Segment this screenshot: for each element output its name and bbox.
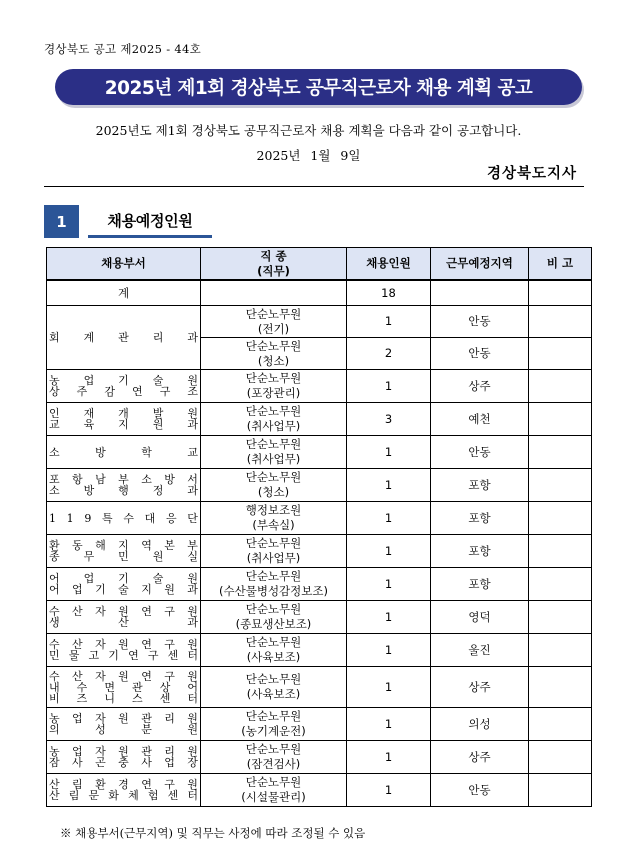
cell-job (201, 634, 347, 667)
cell-remark (529, 634, 592, 667)
cell-region: 상주 (431, 741, 529, 774)
cell-region: 안동 (431, 436, 529, 469)
cell-remark (529, 306, 592, 338)
job-duty: (잠견검사) (246, 757, 301, 771)
cell-job (201, 370, 347, 403)
table-row (47, 667, 592, 708)
cell-count: 1 (347, 469, 431, 502)
dept-line: 상 주 감 연 구 조 (49, 385, 198, 398)
intro-text: 2025년도 제1회 경상북도 공무직근로자 채용 계획을 다음과 같이 공고합니다. (95, 123, 522, 138)
job-title: 단순노무원 (245, 306, 302, 321)
cell-region: 영덕 (431, 601, 529, 634)
cell-job (201, 403, 347, 436)
cell-count: 1 (347, 502, 431, 535)
cell-region: 안동 (431, 338, 529, 370)
cell-region: 안동 (431, 774, 529, 807)
title-banner (55, 69, 582, 105)
job-title: 단순노무원 (245, 470, 302, 484)
cell-count: 1 (347, 601, 431, 634)
cell-region: 포항 (431, 502, 529, 535)
cell-remark (529, 774, 592, 807)
cell-count: 2 (347, 338, 431, 370)
cell-remark (529, 436, 592, 469)
job-title: 단순노무원 (245, 602, 302, 616)
dept-line: 산 림 환 경 연 구 원 (49, 778, 198, 791)
job-title: 단순노무원 (245, 404, 302, 418)
cell-dept (47, 667, 201, 708)
job-title: 단순노무원 (245, 709, 302, 723)
total-remark-empty (529, 280, 592, 306)
job-duty: (전기) (257, 321, 290, 336)
job-duty: (청소) (257, 485, 290, 499)
cell-job (201, 667, 347, 708)
cell-region: 포항 (431, 568, 529, 601)
job-duty: (포장관리) (246, 386, 301, 400)
job-duty: (사육보조) (246, 687, 301, 701)
cell-region: 의성 (431, 708, 529, 741)
dept-line: 비 즈 니 스 센 터 (49, 691, 198, 705)
cell-count: 1 (347, 634, 431, 667)
cell-region: 상주 (431, 370, 529, 403)
table-row (47, 436, 592, 469)
cell-remark (529, 338, 592, 370)
table-row (47, 370, 592, 403)
dept-line: 종 무 민 원 실 (49, 550, 198, 563)
cell-job (201, 502, 347, 535)
total-job-empty (201, 280, 347, 306)
job-title: 단순노무원 (245, 338, 302, 353)
cell-region: 상주 (431, 667, 529, 708)
total-label: 계 (47, 280, 201, 306)
job-duty: (종묘생산보조) (235, 617, 312, 631)
header-job-line1: 직 종 (260, 248, 287, 263)
cell-job (201, 741, 347, 774)
job-duty: (수산물병성감정보조) (219, 584, 328, 598)
cell-dept (47, 634, 201, 667)
cell-region: 포항 (431, 535, 529, 568)
cell-remark (529, 469, 592, 502)
table-row (47, 403, 592, 436)
cell-dept (47, 306, 201, 370)
cell-count: 1 (347, 436, 431, 469)
cell-region: 포항 (431, 469, 529, 502)
section-number-badge: 1 (44, 205, 79, 238)
dept-line: 소 방 학 교 (49, 445, 198, 459)
dept-line: 수 산 자 원 연 구 원 (49, 669, 198, 683)
cell-remark (529, 403, 592, 436)
total-row (47, 280, 592, 306)
dept-line: 의 성 분 원 (49, 723, 198, 736)
table-row (47, 306, 592, 338)
table-row (47, 568, 592, 601)
table-row (47, 708, 592, 741)
dept-line: 어 업 기 술 원 (49, 572, 198, 585)
total-count: 18 (347, 280, 431, 306)
table-row (47, 601, 592, 634)
dept-line: 민 물 고 기 연 구 센 터 (49, 649, 198, 662)
dept-line: 산 림 문 화 체 험 센 터 (49, 789, 198, 802)
cell-dept (47, 436, 201, 469)
cell-job (201, 436, 347, 469)
dept-line: 1 1 9 특 수 대 응 단 (49, 511, 198, 525)
job-title: 단순노무원 (245, 371, 302, 385)
document-title: 2025년 제1회 경상북도 공무직근로자 채용 계획 공고 (104, 78, 533, 99)
cell-region: 안동 (431, 306, 529, 338)
cell-dept (47, 741, 201, 774)
dept-line: 어 업 기 술 지 원 과 (49, 583, 198, 596)
cell-dept (47, 502, 201, 535)
cell-job (201, 708, 347, 741)
cell-count: 1 (347, 774, 431, 807)
job-duty: (청소) (257, 353, 290, 368)
cell-region: 울진 (431, 634, 529, 667)
cell-job (201, 469, 347, 502)
job-duty: (농기계운전) (241, 724, 306, 738)
dept-line: 회 계 관 리 과 (49, 331, 198, 344)
cell-count: 3 (347, 403, 431, 436)
table-row (47, 502, 592, 535)
total-region-empty (431, 280, 529, 306)
cell-dept (47, 708, 201, 741)
header-dept: 채용부서 (47, 248, 201, 281)
cell-job (201, 568, 347, 601)
header-count: 채용인원 (347, 248, 431, 281)
cell-dept (47, 601, 201, 634)
dept-line: 환 동 해 지 역 본 부 (49, 539, 198, 552)
cell-remark (529, 741, 592, 774)
cell-remark (529, 370, 592, 403)
notice-number: 경상북도 공고 제2025 - 44호 (44, 42, 201, 56)
table-row (47, 741, 592, 774)
dept-line: 잠 사 곤 충 사 업 장 (49, 756, 198, 769)
table-row (47, 535, 592, 568)
table-row (47, 634, 592, 667)
dept-line: 인 재 개 발 원 (49, 407, 198, 420)
dept-line: 농 업 자 원 관 리 원 (49, 745, 198, 758)
job-title: 단순노무원 (245, 536, 302, 550)
dept-line: 교 육 지 원 과 (49, 418, 198, 431)
announcement-date: 2025년 1월 9일 (256, 148, 361, 163)
dept-line: 소 방 행 정 과 (49, 484, 198, 497)
cell-remark (529, 535, 592, 568)
job-title: 단순노무원 (245, 775, 302, 789)
cell-dept (47, 535, 201, 568)
cell-job (201, 306, 347, 338)
cell-remark (529, 601, 592, 634)
cell-dept (47, 403, 201, 436)
job-duty: (취사업무) (246, 452, 301, 466)
table-row (47, 469, 592, 502)
job-duty: (취사업무) (246, 419, 301, 433)
cell-job (201, 601, 347, 634)
dept-line: 수 산 자 원 연 구 원 (49, 638, 198, 651)
cell-count: 1 (347, 370, 431, 403)
dept-line: 포 항 남 부 소 방 서 (49, 473, 198, 486)
job-duty: (시설물관리) (241, 790, 306, 804)
table-header-row (47, 248, 592, 281)
cell-remark (529, 502, 592, 535)
cell-count: 1 (347, 535, 431, 568)
cell-count: 1 (347, 568, 431, 601)
dept-line: 내 수 면 관 상 어 (49, 680, 198, 694)
job-title: 단순노무원 (245, 569, 302, 583)
cell-job (201, 774, 347, 807)
cell-dept (47, 370, 201, 403)
cell-remark (529, 568, 592, 601)
cell-count: 1 (347, 667, 431, 708)
cell-region: 예천 (431, 403, 529, 436)
cell-count: 1 (347, 741, 431, 774)
job-title: 행정보조원 (245, 503, 302, 517)
recruitment-table (46, 247, 592, 807)
dept-line: 농 업 기 술 원 (49, 374, 198, 387)
section-title: 채용예정인원 (88, 205, 212, 238)
cell-count: 1 (347, 708, 431, 741)
dept-line: 농 업 자 원 관 리 원 (49, 712, 198, 725)
dept-line: 수 산 자 원 연 구 원 (49, 605, 198, 618)
cell-job (201, 338, 347, 370)
footnote: ※ 채용부서(근무지역) 및 직무는 사정에 따라 조정될 수 있음 (60, 826, 366, 840)
header-region: 근무예정지역 (431, 248, 529, 281)
header-job (201, 248, 347, 281)
header-job-line2: (직무) (257, 263, 290, 278)
issuer-name: 경상북도지사 (486, 166, 577, 182)
cell-dept (47, 568, 201, 601)
job-title: 단순노무원 (245, 672, 302, 686)
job-title: 단순노무원 (245, 742, 302, 756)
header-remark: 비 고 (529, 248, 592, 281)
job-title: 단순노무원 (245, 437, 302, 451)
job-title: 단순노무원 (245, 635, 302, 649)
header-divider (44, 186, 584, 187)
job-duty: (취사업무) (246, 551, 301, 565)
cell-count: 1 (347, 306, 431, 338)
cell-remark (529, 708, 592, 741)
cell-remark (529, 667, 592, 708)
cell-dept (47, 469, 201, 502)
cell-dept (47, 774, 201, 807)
cell-job (201, 535, 347, 568)
job-duty: (부속실) (252, 518, 295, 532)
job-duty: (사육보조) (246, 650, 301, 664)
dept-line: 생 산 과 (49, 616, 198, 629)
table-row (47, 774, 592, 807)
